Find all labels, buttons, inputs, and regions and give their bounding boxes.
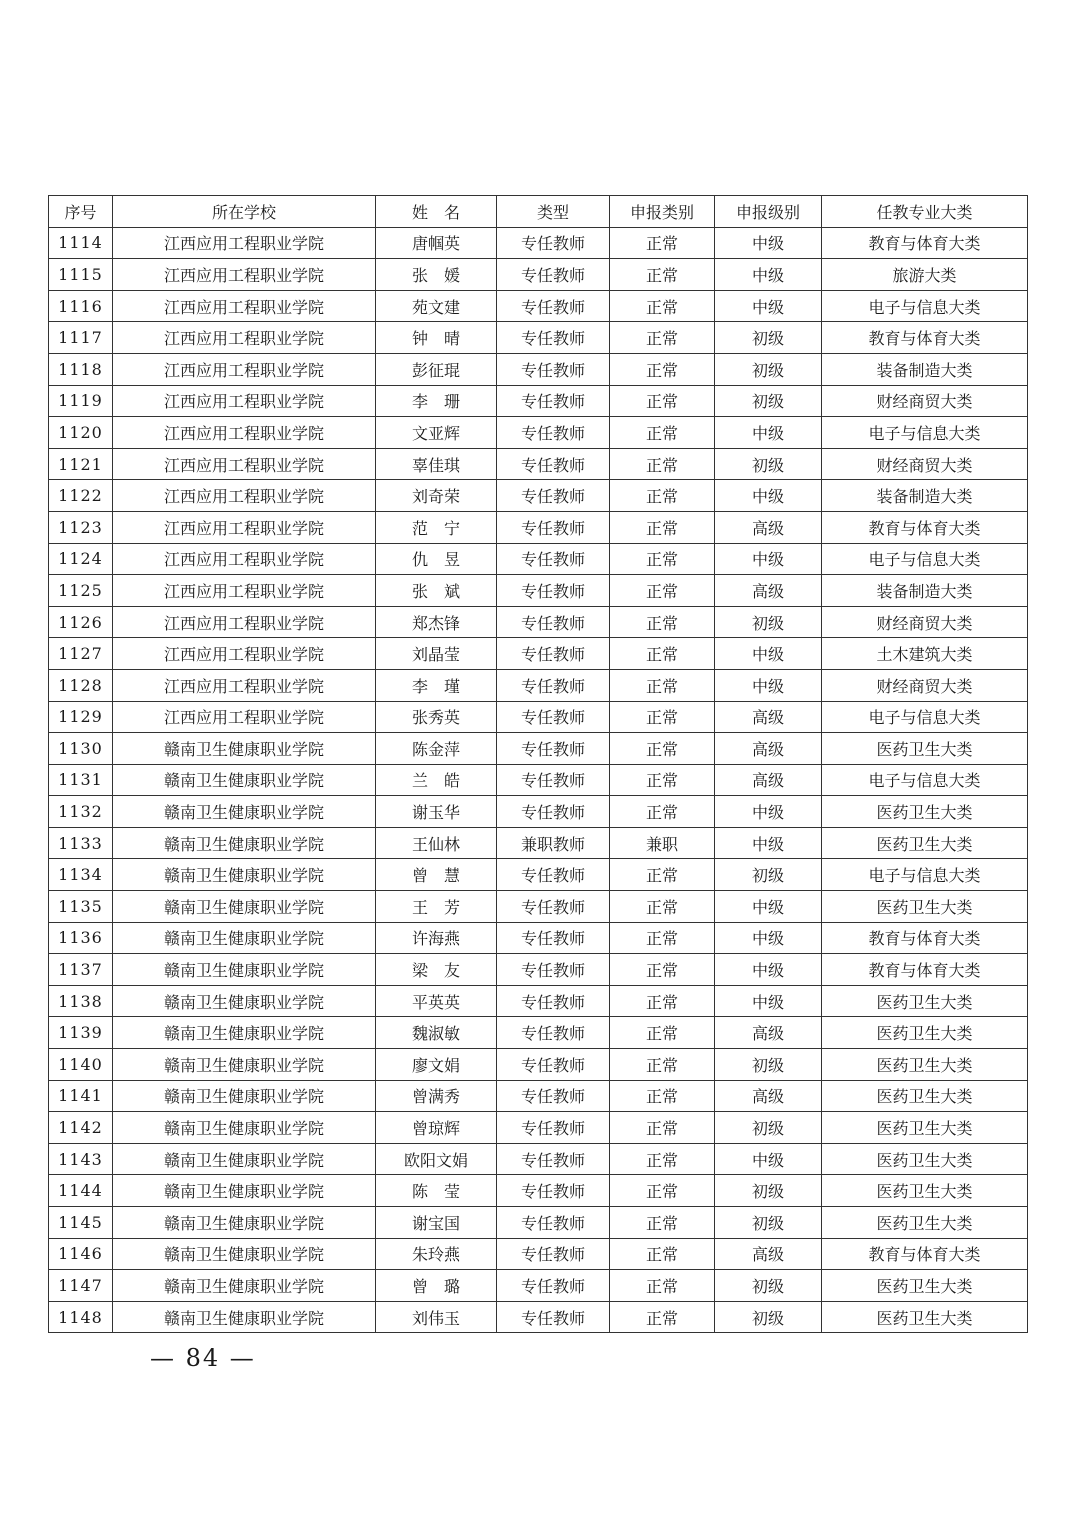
table-row (49, 1301, 1028, 1333)
cell-serial: 1123 (49, 511, 113, 543)
cell-application-category: 兼职 (610, 827, 715, 859)
cell-school: 赣南卫生健康职业学院 (113, 1080, 376, 1112)
cell-serial: 1116 (49, 290, 113, 322)
cell-type: 专任教师 (497, 227, 610, 259)
cell-teaching-major: 医药卫生大类 (822, 1301, 1028, 1333)
cell-teaching-major: 财经商贸大类 (822, 669, 1028, 701)
cell-school: 赣南卫生健康职业学院 (113, 764, 376, 796)
cell-teaching-major: 医药卫生大类 (822, 796, 1028, 828)
page-number: — 84 — (150, 1344, 256, 1372)
cell-school: 赣南卫生健康职业学院 (113, 1238, 376, 1270)
table-row (49, 1207, 1028, 1239)
cell-serial: 1142 (49, 1112, 113, 1144)
table-row (49, 1143, 1028, 1175)
cell-school: 赣南卫生健康职业学院 (113, 796, 376, 828)
cell-application-category: 正常 (610, 353, 715, 385)
cell-application-category: 正常 (610, 1207, 715, 1239)
cell-type: 专任教师 (497, 891, 610, 923)
cell-teaching-major: 医药卫生大类 (822, 1017, 1028, 1049)
cell-serial: 1147 (49, 1270, 113, 1302)
cell-application-level: 初级 (715, 448, 822, 480)
cell-teaching-major: 财经商贸大类 (822, 448, 1028, 480)
table-row (49, 417, 1028, 449)
cell-name: 仇 昱 (376, 543, 497, 575)
cell-serial: 1120 (49, 417, 113, 449)
cell-application-level: 初级 (715, 859, 822, 891)
cell-name: 张 斌 (376, 575, 497, 607)
cell-application-category: 正常 (610, 1017, 715, 1049)
cell-application-category: 正常 (610, 575, 715, 607)
header-name: 姓 名 (376, 196, 497, 228)
cell-teaching-major: 医药卫生大类 (822, 1112, 1028, 1144)
table-row (49, 922, 1028, 954)
table-row (49, 575, 1028, 607)
cell-type: 专任教师 (497, 669, 610, 701)
cell-application-category: 正常 (610, 1049, 715, 1081)
cell-application-level: 高级 (715, 1017, 822, 1049)
cell-serial: 1146 (49, 1238, 113, 1270)
table-header (49, 196, 1028, 228)
cell-name: 陈金萍 (376, 733, 497, 765)
cell-serial: 1140 (49, 1049, 113, 1081)
cell-serial: 1114 (49, 227, 113, 259)
cell-application-level: 初级 (715, 1049, 822, 1081)
cell-school: 赣南卫生健康职业学院 (113, 985, 376, 1017)
cell-application-level: 中级 (715, 922, 822, 954)
cell-serial: 1143 (49, 1143, 113, 1175)
cell-teaching-major: 医药卫生大类 (822, 1143, 1028, 1175)
cell-application-level: 初级 (715, 606, 822, 638)
cell-school: 江西应用工程职业学院 (113, 290, 376, 322)
cell-type: 专任教师 (497, 764, 610, 796)
table-row (49, 1175, 1028, 1207)
cell-teaching-major: 医药卫生大类 (822, 1175, 1028, 1207)
cell-school: 赣南卫生健康职业学院 (113, 1270, 376, 1302)
cell-teaching-major: 教育与体育大类 (822, 954, 1028, 986)
cell-application-level: 高级 (715, 764, 822, 796)
cell-application-category: 正常 (610, 1112, 715, 1144)
cell-name: 彭征琨 (376, 353, 497, 385)
cell-application-category: 正常 (610, 1238, 715, 1270)
cell-school: 江西应用工程职业学院 (113, 511, 376, 543)
cell-application-category: 正常 (610, 543, 715, 575)
cell-school: 江西应用工程职业学院 (113, 417, 376, 449)
cell-serial: 1135 (49, 891, 113, 923)
cell-school: 江西应用工程职业学院 (113, 543, 376, 575)
cell-type: 专任教师 (497, 796, 610, 828)
cell-name: 陈 莹 (376, 1175, 497, 1207)
cell-application-category: 正常 (610, 322, 715, 354)
table-row (49, 290, 1028, 322)
cell-application-level: 中级 (715, 543, 822, 575)
header-row (49, 196, 1028, 228)
cell-application-category: 正常 (610, 606, 715, 638)
cell-application-category: 正常 (610, 1143, 715, 1175)
cell-serial: 1137 (49, 954, 113, 986)
cell-application-level: 中级 (715, 1143, 822, 1175)
cell-name: 李 瑾 (376, 669, 497, 701)
cell-school: 江西应用工程职业学院 (113, 322, 376, 354)
cell-name: 许海燕 (376, 922, 497, 954)
cell-teaching-major: 财经商贸大类 (822, 606, 1028, 638)
cell-type: 专任教师 (497, 290, 610, 322)
cell-application-category: 正常 (610, 511, 715, 543)
cell-type: 专任教师 (497, 353, 610, 385)
cell-teaching-major: 医药卫生大类 (822, 1080, 1028, 1112)
cell-type: 专任教师 (497, 543, 610, 575)
table-row (49, 764, 1028, 796)
cell-serial: 1129 (49, 701, 113, 733)
cell-application-level: 初级 (715, 385, 822, 417)
cell-serial: 1134 (49, 859, 113, 891)
cell-name: 刘伟玉 (376, 1301, 497, 1333)
cell-serial: 1136 (49, 922, 113, 954)
cell-teaching-major: 医药卫生大类 (822, 827, 1028, 859)
cell-type: 专任教师 (497, 1080, 610, 1112)
cell-application-level: 中级 (715, 227, 822, 259)
cell-teaching-major: 装备制造大类 (822, 480, 1028, 512)
cell-serial: 1118 (49, 353, 113, 385)
cell-school: 江西应用工程职业学院 (113, 480, 376, 512)
cell-serial: 1121 (49, 448, 113, 480)
table-row (49, 353, 1028, 385)
table-row (49, 259, 1028, 291)
cell-school: 江西应用工程职业学院 (113, 575, 376, 607)
cell-application-level: 初级 (715, 1207, 822, 1239)
cell-application-level: 中级 (715, 480, 822, 512)
cell-application-level: 高级 (715, 1080, 822, 1112)
roster-table (48, 195, 1028, 1333)
table-row (49, 448, 1028, 480)
cell-school: 江西应用工程职业学院 (113, 669, 376, 701)
cell-application-level: 高级 (715, 1238, 822, 1270)
cell-teaching-major: 医药卫生大类 (822, 733, 1028, 765)
cell-name: 廖文娟 (376, 1049, 497, 1081)
cell-teaching-major: 土木建筑大类 (822, 638, 1028, 670)
cell-type: 专任教师 (497, 1207, 610, 1239)
cell-serial: 1133 (49, 827, 113, 859)
cell-type: 专任教师 (497, 322, 610, 354)
cell-application-category: 正常 (610, 448, 715, 480)
table-row (49, 638, 1028, 670)
cell-serial: 1115 (49, 259, 113, 291)
cell-application-level: 高级 (715, 701, 822, 733)
cell-name: 曾 璐 (376, 1270, 497, 1302)
cell-school: 江西应用工程职业学院 (113, 701, 376, 733)
cell-application-category: 正常 (610, 859, 715, 891)
cell-school: 赣南卫生健康职业学院 (113, 954, 376, 986)
table-row (49, 322, 1028, 354)
cell-school: 赣南卫生健康职业学院 (113, 1112, 376, 1144)
cell-application-level: 中级 (715, 290, 822, 322)
cell-serial: 1144 (49, 1175, 113, 1207)
cell-serial: 1126 (49, 606, 113, 638)
header-teaching-major: 任教专业大类 (822, 196, 1028, 228)
cell-name: 谢玉华 (376, 796, 497, 828)
cell-serial: 1124 (49, 543, 113, 575)
cell-application-category: 正常 (610, 417, 715, 449)
cell-application-category: 正常 (610, 733, 715, 765)
cell-type: 专任教师 (497, 859, 610, 891)
table-row (49, 891, 1028, 923)
cell-application-level: 高级 (715, 511, 822, 543)
cell-teaching-major: 装备制造大类 (822, 353, 1028, 385)
cell-application-category: 正常 (610, 764, 715, 796)
cell-serial: 1131 (49, 764, 113, 796)
table-row (49, 1270, 1028, 1302)
cell-name: 张 媛 (376, 259, 497, 291)
cell-school: 赣南卫生健康职业学院 (113, 1207, 376, 1239)
cell-serial: 1132 (49, 796, 113, 828)
cell-teaching-major: 电子与信息大类 (822, 290, 1028, 322)
cell-teaching-major: 医药卫生大类 (822, 1270, 1028, 1302)
cell-teaching-major: 电子与信息大类 (822, 417, 1028, 449)
cell-teaching-major: 教育与体育大类 (822, 1238, 1028, 1270)
table-row (49, 1112, 1028, 1144)
table-row (49, 954, 1028, 986)
cell-name: 平英英 (376, 985, 497, 1017)
cell-type: 专任教师 (497, 511, 610, 543)
cell-type: 专任教师 (497, 985, 610, 1017)
cell-teaching-major: 医药卫生大类 (822, 1207, 1028, 1239)
cell-application-level: 中级 (715, 638, 822, 670)
cell-application-category: 正常 (610, 1080, 715, 1112)
cell-serial: 1128 (49, 669, 113, 701)
cell-application-category: 正常 (610, 259, 715, 291)
cell-type: 专任教师 (497, 385, 610, 417)
cell-application-level: 初级 (715, 353, 822, 385)
cell-type: 专任教师 (497, 1017, 610, 1049)
cell-school: 江西应用工程职业学院 (113, 353, 376, 385)
cell-application-level: 中级 (715, 954, 822, 986)
cell-application-category: 正常 (610, 227, 715, 259)
cell-serial: 1141 (49, 1080, 113, 1112)
table-row (49, 1017, 1028, 1049)
cell-serial: 1145 (49, 1207, 113, 1239)
cell-name: 苑文建 (376, 290, 497, 322)
cell-application-level: 中级 (715, 827, 822, 859)
cell-teaching-major: 教育与体育大类 (822, 322, 1028, 354)
cell-serial: 1122 (49, 480, 113, 512)
cell-teaching-major: 教育与体育大类 (822, 922, 1028, 954)
cell-name: 朱玲燕 (376, 1238, 497, 1270)
cell-school: 江西应用工程职业学院 (113, 227, 376, 259)
cell-name: 李 珊 (376, 385, 497, 417)
cell-type: 专任教师 (497, 922, 610, 954)
cell-application-level: 中级 (715, 417, 822, 449)
table-row (49, 1049, 1028, 1081)
table-row (49, 827, 1028, 859)
cell-type: 专任教师 (497, 480, 610, 512)
cell-type: 兼职教师 (497, 827, 610, 859)
cell-type: 专任教师 (497, 1270, 610, 1302)
cell-school: 赣南卫生健康职业学院 (113, 733, 376, 765)
cell-type: 专任教师 (497, 954, 610, 986)
cell-serial: 1138 (49, 985, 113, 1017)
table-row (49, 859, 1028, 891)
cell-name: 郑杰锋 (376, 606, 497, 638)
cell-school: 赣南卫生健康职业学院 (113, 1175, 376, 1207)
cell-type: 专任教师 (497, 1301, 610, 1333)
cell-type: 专任教师 (497, 417, 610, 449)
cell-name: 辜佳琪 (376, 448, 497, 480)
cell-name: 曾琼辉 (376, 1112, 497, 1144)
cell-teaching-major: 医药卫生大类 (822, 1049, 1028, 1081)
cell-teaching-major: 装备制造大类 (822, 575, 1028, 607)
cell-school: 赣南卫生健康职业学院 (113, 1143, 376, 1175)
cell-serial: 1119 (49, 385, 113, 417)
header-type: 类型 (497, 196, 610, 228)
cell-serial: 1148 (49, 1301, 113, 1333)
cell-school: 江西应用工程职业学院 (113, 259, 376, 291)
cell-name: 曾满秀 (376, 1080, 497, 1112)
table-row (49, 606, 1028, 638)
table-row (49, 733, 1028, 765)
cell-name: 王仙林 (376, 827, 497, 859)
cell-serial: 1139 (49, 1017, 113, 1049)
table-row (49, 669, 1028, 701)
cell-application-category: 正常 (610, 638, 715, 670)
cell-school: 赣南卫生健康职业学院 (113, 891, 376, 923)
cell-teaching-major: 医药卫生大类 (822, 891, 1028, 923)
cell-teaching-major: 电子与信息大类 (822, 701, 1028, 733)
cell-application-level: 中级 (715, 985, 822, 1017)
cell-school: 赣南卫生健康职业学院 (113, 922, 376, 954)
cell-application-category: 正常 (610, 701, 715, 733)
cell-application-level: 初级 (715, 1175, 822, 1207)
cell-school: 赣南卫生健康职业学院 (113, 859, 376, 891)
cell-teaching-major: 教育与体育大类 (822, 227, 1028, 259)
cell-school: 江西应用工程职业学院 (113, 606, 376, 638)
cell-type: 专任教师 (497, 701, 610, 733)
cell-type: 专任教师 (497, 606, 610, 638)
cell-teaching-major: 财经商贸大类 (822, 385, 1028, 417)
table-row (49, 385, 1028, 417)
cell-name: 魏淑敏 (376, 1017, 497, 1049)
cell-application-level: 高级 (715, 733, 822, 765)
cell-application-category: 正常 (610, 985, 715, 1017)
cell-teaching-major: 旅游大类 (822, 259, 1028, 291)
cell-application-category: 正常 (610, 290, 715, 322)
cell-school: 江西应用工程职业学院 (113, 385, 376, 417)
table-row (49, 480, 1028, 512)
cell-type: 专任教师 (497, 448, 610, 480)
cell-name: 梁 友 (376, 954, 497, 986)
cell-name: 欧阳文娟 (376, 1143, 497, 1175)
table-body (49, 227, 1028, 1333)
cell-name: 王 芳 (376, 891, 497, 923)
table-row (49, 227, 1028, 259)
header-school: 所在学校 (113, 196, 376, 228)
cell-school: 赣南卫生健康职业学院 (113, 1301, 376, 1333)
cell-application-category: 正常 (610, 480, 715, 512)
cell-application-level: 中级 (715, 796, 822, 828)
cell-type: 专任教师 (497, 1049, 610, 1081)
cell-application-category: 正常 (610, 1270, 715, 1302)
cell-serial: 1125 (49, 575, 113, 607)
cell-application-category: 正常 (610, 385, 715, 417)
table-row (49, 796, 1028, 828)
cell-type: 专任教师 (497, 733, 610, 765)
cell-application-level: 初级 (715, 1112, 822, 1144)
cell-serial: 1130 (49, 733, 113, 765)
cell-teaching-major: 电子与信息大类 (822, 543, 1028, 575)
cell-type: 专任教师 (497, 1175, 610, 1207)
cell-application-category: 正常 (610, 669, 715, 701)
table-row (49, 1080, 1028, 1112)
cell-name: 钟 晴 (376, 322, 497, 354)
cell-teaching-major: 电子与信息大类 (822, 859, 1028, 891)
header-serial: 序号 (49, 196, 113, 228)
cell-type: 专任教师 (497, 638, 610, 670)
cell-application-category: 正常 (610, 922, 715, 954)
cell-application-category: 正常 (610, 1175, 715, 1207)
table-row (49, 543, 1028, 575)
cell-school: 江西应用工程职业学院 (113, 638, 376, 670)
cell-teaching-major: 医药卫生大类 (822, 985, 1028, 1017)
cell-type: 专任教师 (497, 575, 610, 607)
cell-application-level: 高级 (715, 575, 822, 607)
cell-name: 张秀英 (376, 701, 497, 733)
cell-name: 刘晶莹 (376, 638, 497, 670)
cell-application-level: 初级 (715, 1301, 822, 1333)
cell-application-category: 正常 (610, 891, 715, 923)
cell-application-level: 中级 (715, 669, 822, 701)
cell-name: 文亚辉 (376, 417, 497, 449)
cell-name: 谢宝国 (376, 1207, 497, 1239)
cell-application-category: 正常 (610, 954, 715, 986)
cell-application-level: 中级 (715, 259, 822, 291)
cell-name: 唐帼英 (376, 227, 497, 259)
cell-school: 赣南卫生健康职业学院 (113, 1017, 376, 1049)
cell-serial: 1117 (49, 322, 113, 354)
cell-application-category: 正常 (610, 796, 715, 828)
cell-school: 赣南卫生健康职业学院 (113, 827, 376, 859)
table-row (49, 511, 1028, 543)
table-row (49, 985, 1028, 1017)
header-application-category: 申报类别 (610, 196, 715, 228)
table-row (49, 701, 1028, 733)
cell-application-level: 初级 (715, 322, 822, 354)
cell-serial: 1127 (49, 638, 113, 670)
cell-name: 刘奇荣 (376, 480, 497, 512)
table-row (49, 1238, 1028, 1270)
header-application-level: 申报级别 (715, 196, 822, 228)
cell-school: 赣南卫生健康职业学院 (113, 1049, 376, 1081)
cell-type: 专任教师 (497, 1143, 610, 1175)
cell-teaching-major: 电子与信息大类 (822, 764, 1028, 796)
cell-name: 曾 慧 (376, 859, 497, 891)
cell-type: 专任教师 (497, 259, 610, 291)
cell-type: 专任教师 (497, 1238, 610, 1270)
cell-type: 专任教师 (497, 1112, 610, 1144)
cell-application-level: 中级 (715, 891, 822, 923)
cell-application-category: 正常 (610, 1301, 715, 1333)
cell-name: 兰 皓 (376, 764, 497, 796)
cell-teaching-major: 教育与体育大类 (822, 511, 1028, 543)
cell-name: 范 宁 (376, 511, 497, 543)
cell-school: 江西应用工程职业学院 (113, 448, 376, 480)
cell-application-level: 初级 (715, 1270, 822, 1302)
